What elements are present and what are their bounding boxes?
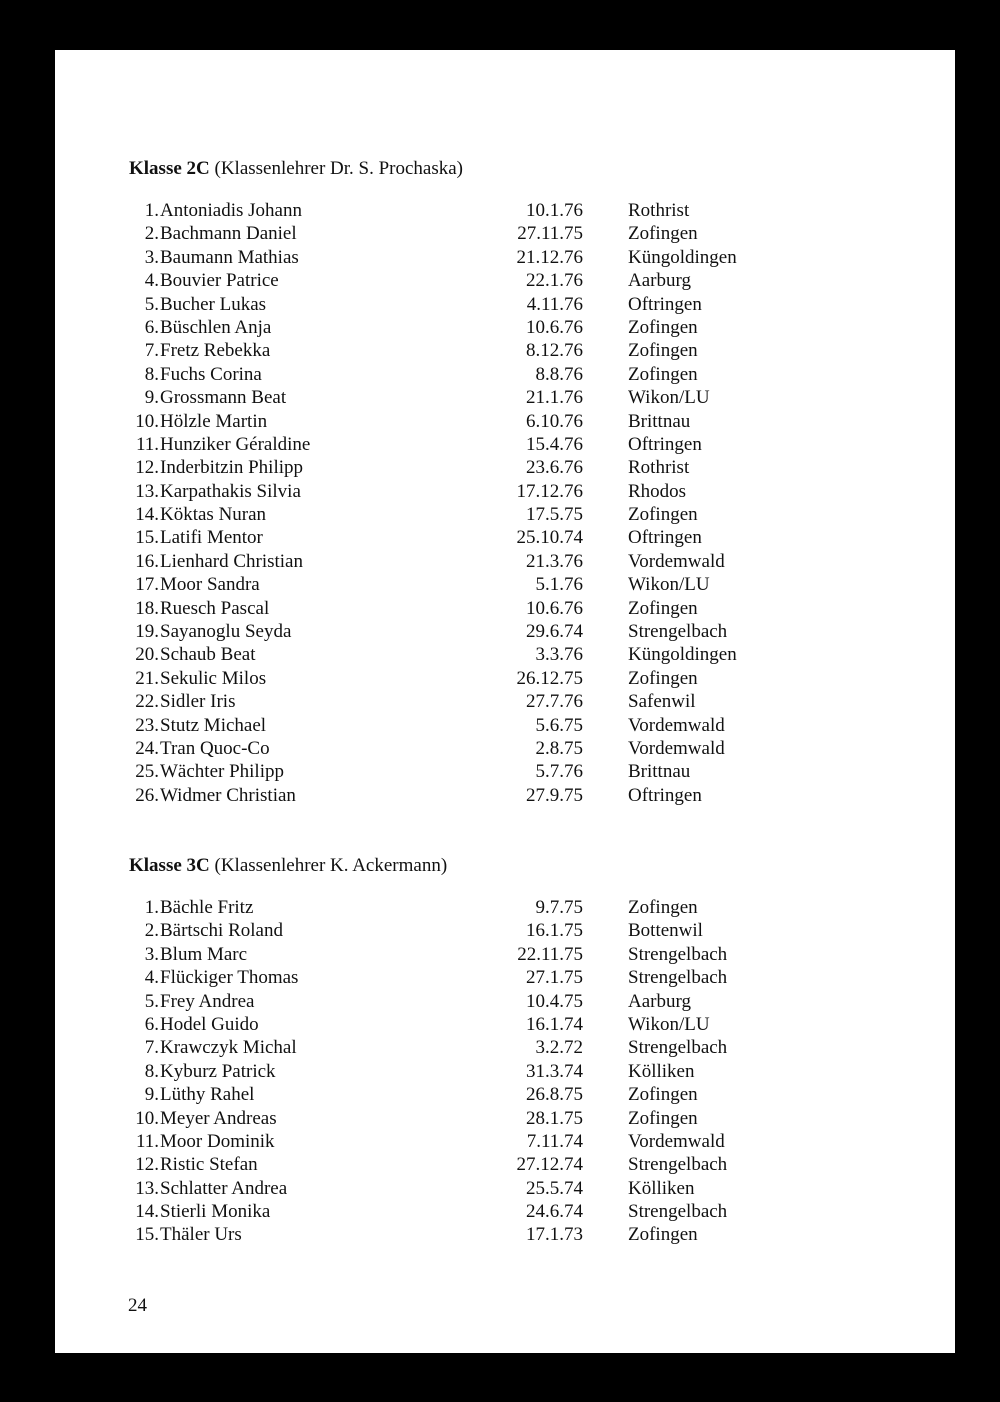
birth-date: 4.11.76 bbox=[526, 293, 583, 315]
hometown: Vordemwald bbox=[628, 1130, 725, 1152]
birth-date: 25.5.74 bbox=[526, 1177, 583, 1199]
birth-date: 27.1.75 bbox=[526, 967, 583, 989]
student-row bbox=[55, 480, 955, 503]
student-name: Karpathakis Silvia bbox=[160, 480, 301, 502]
student-name: Fretz Rebekka bbox=[160, 340, 271, 362]
student-number: 2. bbox=[144, 223, 159, 245]
student-row bbox=[55, 620, 955, 643]
document-page bbox=[55, 50, 955, 1353]
student-list-2c bbox=[55, 199, 955, 807]
student-number: 10. bbox=[135, 410, 159, 432]
student-row bbox=[55, 1060, 955, 1083]
student-row bbox=[55, 1223, 955, 1246]
student-name: Frey Andrea bbox=[160, 990, 255, 1012]
student-number: 19. bbox=[135, 621, 159, 643]
hometown: Zofingen bbox=[628, 597, 698, 619]
class-teacher: (Klassenlehrer Dr. S. Prochaska) bbox=[214, 158, 464, 179]
birth-date: 27.9.75 bbox=[526, 784, 583, 806]
hometown: Zofingen bbox=[628, 223, 698, 245]
birth-date: 6.10.76 bbox=[526, 410, 583, 432]
hometown: Oftringen bbox=[628, 784, 702, 806]
hometown: Strengelbach bbox=[628, 967, 728, 989]
student-number: 12. bbox=[135, 457, 159, 479]
hometown: Rothrist bbox=[628, 457, 690, 479]
birth-date: 24.6.74 bbox=[526, 1201, 583, 1223]
student-number: 15. bbox=[135, 527, 159, 549]
student-number: 3. bbox=[144, 943, 159, 965]
hometown: Strengelbach bbox=[628, 621, 728, 643]
student-name: Bucher Lukas bbox=[160, 293, 267, 315]
student-number: 20. bbox=[135, 644, 159, 666]
student-number: 17. bbox=[135, 574, 159, 596]
birth-date: 29.6.74 bbox=[526, 621, 583, 643]
student-number: 25. bbox=[135, 761, 159, 783]
class-teacher: (Klassenlehrer K. Ackermann) bbox=[214, 855, 448, 876]
hometown: Zofingen bbox=[628, 1084, 698, 1106]
hometown: Wikon/LU bbox=[628, 387, 710, 409]
birth-date: 17.1.73 bbox=[526, 1224, 583, 1246]
birth-date: 10.6.76 bbox=[526, 597, 583, 619]
birth-date: 16.1.75 bbox=[526, 920, 583, 942]
student-name: Blum Marc bbox=[160, 943, 248, 965]
student-name: Lienhard Christian bbox=[160, 550, 303, 572]
hometown: Küngoldingen bbox=[628, 644, 737, 666]
student-name: Hodel Guido bbox=[160, 1013, 259, 1035]
birth-date: 10.4.75 bbox=[526, 990, 583, 1012]
section-heading-3c bbox=[129, 855, 447, 877]
student-row bbox=[55, 667, 955, 690]
student-row bbox=[55, 1036, 955, 1059]
student-name: Kyburz Patrick bbox=[160, 1060, 276, 1082]
student-number: 6. bbox=[144, 316, 159, 338]
hometown: Vordemwald bbox=[628, 737, 725, 759]
birth-date: 26.12.75 bbox=[516, 667, 583, 689]
birth-date: 8.12.76 bbox=[526, 340, 583, 362]
student-number: 5. bbox=[144, 293, 159, 315]
student-number: 5. bbox=[144, 990, 159, 1012]
student-row bbox=[55, 573, 955, 596]
birth-date: 5.1.76 bbox=[535, 574, 583, 596]
birth-date: 25.10.74 bbox=[516, 527, 583, 549]
student-row bbox=[55, 293, 955, 316]
student-row bbox=[55, 550, 955, 573]
student-row bbox=[55, 990, 955, 1013]
student-row bbox=[55, 410, 955, 433]
student-number: 23. bbox=[135, 714, 159, 736]
student-number: 7. bbox=[144, 340, 159, 362]
hometown: Oftringen bbox=[628, 433, 702, 455]
student-name: Büschlen Anja bbox=[160, 316, 272, 338]
student-row bbox=[55, 784, 955, 807]
hometown: Vordemwald bbox=[628, 714, 725, 736]
student-name: Ristic Stefan bbox=[160, 1154, 258, 1176]
student-number: 2. bbox=[144, 920, 159, 942]
hometown: Kölliken bbox=[628, 1060, 695, 1082]
hometown: Zofingen bbox=[628, 1107, 698, 1129]
hometown: Strengelbach bbox=[628, 943, 728, 965]
hometown: Oftringen bbox=[628, 527, 702, 549]
student-name: Thäler Urs bbox=[160, 1224, 242, 1246]
student-row bbox=[55, 1177, 955, 1200]
hometown: Safenwil bbox=[628, 691, 696, 713]
student-number: 12. bbox=[135, 1154, 159, 1176]
student-name: Flückiger Thomas bbox=[160, 967, 299, 989]
student-number: 3. bbox=[144, 246, 159, 268]
student-name: Grossmann Beat bbox=[160, 387, 287, 409]
student-name: Stierli Monika bbox=[160, 1201, 271, 1223]
student-name: Inderbitzin Philipp bbox=[160, 457, 304, 479]
birth-date: 17.5.75 bbox=[526, 504, 583, 526]
student-name: Latifi Mentor bbox=[160, 527, 263, 549]
student-number: 16. bbox=[135, 550, 159, 572]
student-row bbox=[55, 943, 955, 966]
class-label: Klasse 2C bbox=[129, 158, 210, 179]
student-number: 11. bbox=[135, 1130, 159, 1152]
student-number: 21. bbox=[135, 667, 159, 689]
birth-date: 27.7.76 bbox=[526, 691, 583, 713]
student-row bbox=[55, 597, 955, 620]
birth-date: 21.12.76 bbox=[516, 246, 583, 268]
student-row bbox=[55, 690, 955, 713]
student-number: 11. bbox=[135, 433, 159, 455]
hometown: Rhodos bbox=[628, 480, 687, 502]
student-name: Antoniadis Johann bbox=[160, 200, 302, 221]
birth-date: 17.12.76 bbox=[516, 480, 583, 502]
birth-date: 7.11.74 bbox=[526, 1130, 583, 1152]
student-name: Widmer Christian bbox=[160, 784, 296, 806]
student-name: Fuchs Corina bbox=[160, 363, 262, 385]
student-name: Stutz Michael bbox=[160, 714, 267, 736]
student-number: 6. bbox=[144, 1013, 159, 1035]
student-row bbox=[55, 643, 955, 666]
hometown: Brittnau bbox=[628, 410, 691, 432]
hometown: Wikon/LU bbox=[628, 1013, 710, 1035]
student-row bbox=[55, 919, 955, 942]
birth-date: 21.3.76 bbox=[526, 550, 583, 572]
student-row bbox=[55, 737, 955, 760]
hometown: Kölliken bbox=[628, 1177, 695, 1199]
birth-date: 22.11.75 bbox=[517, 943, 583, 965]
hometown: Aarburg bbox=[628, 990, 691, 1012]
student-number: 4. bbox=[144, 967, 159, 989]
student-list-3c bbox=[55, 896, 955, 1247]
student-name: Schlatter Andrea bbox=[160, 1177, 288, 1199]
birth-date: 8.8.76 bbox=[535, 363, 583, 385]
student-row bbox=[55, 966, 955, 989]
student-name: Sidler Iris bbox=[160, 691, 236, 713]
birth-date: 27.11.75 bbox=[517, 223, 583, 245]
student-name: Meyer Andreas bbox=[160, 1107, 277, 1129]
student-number: 8. bbox=[144, 1060, 159, 1082]
student-number: 13. bbox=[135, 1177, 159, 1199]
student-name: Bachmann Daniel bbox=[160, 223, 297, 245]
student-row bbox=[55, 1200, 955, 1223]
birth-date: 5.7.76 bbox=[535, 761, 583, 783]
hometown: Wikon/LU bbox=[628, 574, 710, 596]
birth-date: 10.6.76 bbox=[526, 316, 583, 338]
student-number: 14. bbox=[135, 1201, 159, 1223]
student-row bbox=[55, 316, 955, 339]
birth-date: 27.12.74 bbox=[516, 1154, 583, 1176]
student-number: 26. bbox=[135, 784, 159, 806]
birth-date: 10.1.76 bbox=[526, 200, 583, 221]
student-row bbox=[55, 714, 955, 737]
student-row bbox=[55, 199, 955, 222]
student-row bbox=[55, 433, 955, 456]
student-number: 10. bbox=[135, 1107, 159, 1129]
student-number: 13. bbox=[135, 480, 159, 502]
student-number: 8. bbox=[144, 363, 159, 385]
hometown: Zofingen bbox=[628, 1224, 698, 1246]
student-name: Schaub Beat bbox=[160, 644, 256, 666]
student-name: Bächle Fritz bbox=[160, 897, 254, 918]
hometown: Zofingen bbox=[628, 897, 698, 918]
student-row bbox=[55, 896, 955, 919]
birth-date: 28.1.75 bbox=[526, 1107, 583, 1129]
student-row bbox=[55, 1107, 955, 1130]
student-row bbox=[55, 246, 955, 269]
hometown: Brittnau bbox=[628, 761, 691, 783]
student-row bbox=[55, 1083, 955, 1106]
student-row bbox=[55, 503, 955, 526]
student-name: Köktas Nuran bbox=[160, 504, 267, 526]
student-name: Baumann Mathias bbox=[160, 246, 299, 268]
hometown: Aarburg bbox=[628, 270, 691, 292]
birth-date: 15.4.76 bbox=[526, 433, 583, 455]
student-number: 18. bbox=[135, 597, 159, 619]
student-name: Krawczyk Michal bbox=[160, 1037, 297, 1059]
student-number: 4. bbox=[144, 270, 159, 292]
student-name: Sayanoglu Seyda bbox=[160, 621, 292, 643]
section-heading-2c bbox=[129, 158, 463, 180]
hometown: Zofingen bbox=[628, 504, 698, 526]
student-number: 1. bbox=[144, 200, 159, 221]
hometown: Vordemwald bbox=[628, 550, 725, 572]
student-name: Moor Dominik bbox=[160, 1130, 275, 1152]
birth-date: 23.6.76 bbox=[526, 457, 583, 479]
student-number: 15. bbox=[135, 1224, 159, 1246]
hometown: Strengelbach bbox=[628, 1154, 728, 1176]
hometown: Oftringen bbox=[628, 293, 702, 315]
student-name: Hölzle Martin bbox=[160, 410, 268, 432]
student-name: Wächter Philipp bbox=[160, 761, 284, 783]
student-name: Hunziker Géraldine bbox=[160, 433, 311, 455]
student-name: Bouvier Patrice bbox=[160, 270, 279, 292]
student-name: Ruesch Pascal bbox=[160, 597, 270, 619]
birth-date: 21.1.76 bbox=[526, 387, 583, 409]
student-number: 7. bbox=[144, 1037, 159, 1059]
class-label: Klasse 3C bbox=[129, 855, 210, 876]
student-name: Lüthy Rahel bbox=[160, 1084, 255, 1106]
student-row bbox=[55, 269, 955, 292]
student-number: 9. bbox=[144, 1084, 159, 1106]
birth-date: 31.3.74 bbox=[526, 1060, 583, 1082]
hometown: Strengelbach bbox=[628, 1037, 728, 1059]
student-number: 9. bbox=[144, 387, 159, 409]
birth-date: 16.1.74 bbox=[526, 1013, 583, 1035]
student-number: 24. bbox=[135, 737, 159, 759]
student-row bbox=[55, 1130, 955, 1153]
student-number: 22. bbox=[135, 691, 159, 713]
student-row bbox=[55, 363, 955, 386]
hometown: Küngoldingen bbox=[628, 246, 737, 268]
student-row bbox=[55, 760, 955, 783]
hometown: Bottenwil bbox=[628, 920, 703, 942]
student-row bbox=[55, 386, 955, 409]
hometown: Zofingen bbox=[628, 316, 698, 338]
student-row bbox=[55, 526, 955, 549]
student-name: Bärtschi Roland bbox=[160, 920, 283, 942]
hometown: Zofingen bbox=[628, 667, 698, 689]
page-number: 24 bbox=[128, 1295, 147, 1316]
hometown: Zofingen bbox=[628, 363, 698, 385]
birth-date: 26.8.75 bbox=[526, 1084, 583, 1106]
hometown: Zofingen bbox=[628, 340, 698, 362]
hometown: Rothrist bbox=[628, 200, 690, 221]
birth-date: 3.2.72 bbox=[535, 1037, 583, 1059]
student-name: Sekulic Milos bbox=[160, 667, 267, 689]
student-number: 14. bbox=[135, 504, 159, 526]
student-number: 1. bbox=[144, 897, 159, 918]
student-row bbox=[55, 222, 955, 245]
birth-date: 2.8.75 bbox=[535, 737, 583, 759]
birth-date: 9.7.75 bbox=[535, 897, 583, 918]
birth-date: 3.3.76 bbox=[535, 644, 583, 666]
student-name: Tran Quoc-Co bbox=[160, 737, 270, 759]
student-row bbox=[55, 1013, 955, 1036]
hometown: Strengelbach bbox=[628, 1201, 728, 1223]
birth-date: 22.1.76 bbox=[526, 270, 583, 292]
birth-date: 5.6.75 bbox=[535, 714, 583, 736]
student-row bbox=[55, 456, 955, 479]
student-name: Moor Sandra bbox=[160, 574, 260, 596]
student-row bbox=[55, 339, 955, 362]
student-row bbox=[55, 1153, 955, 1176]
